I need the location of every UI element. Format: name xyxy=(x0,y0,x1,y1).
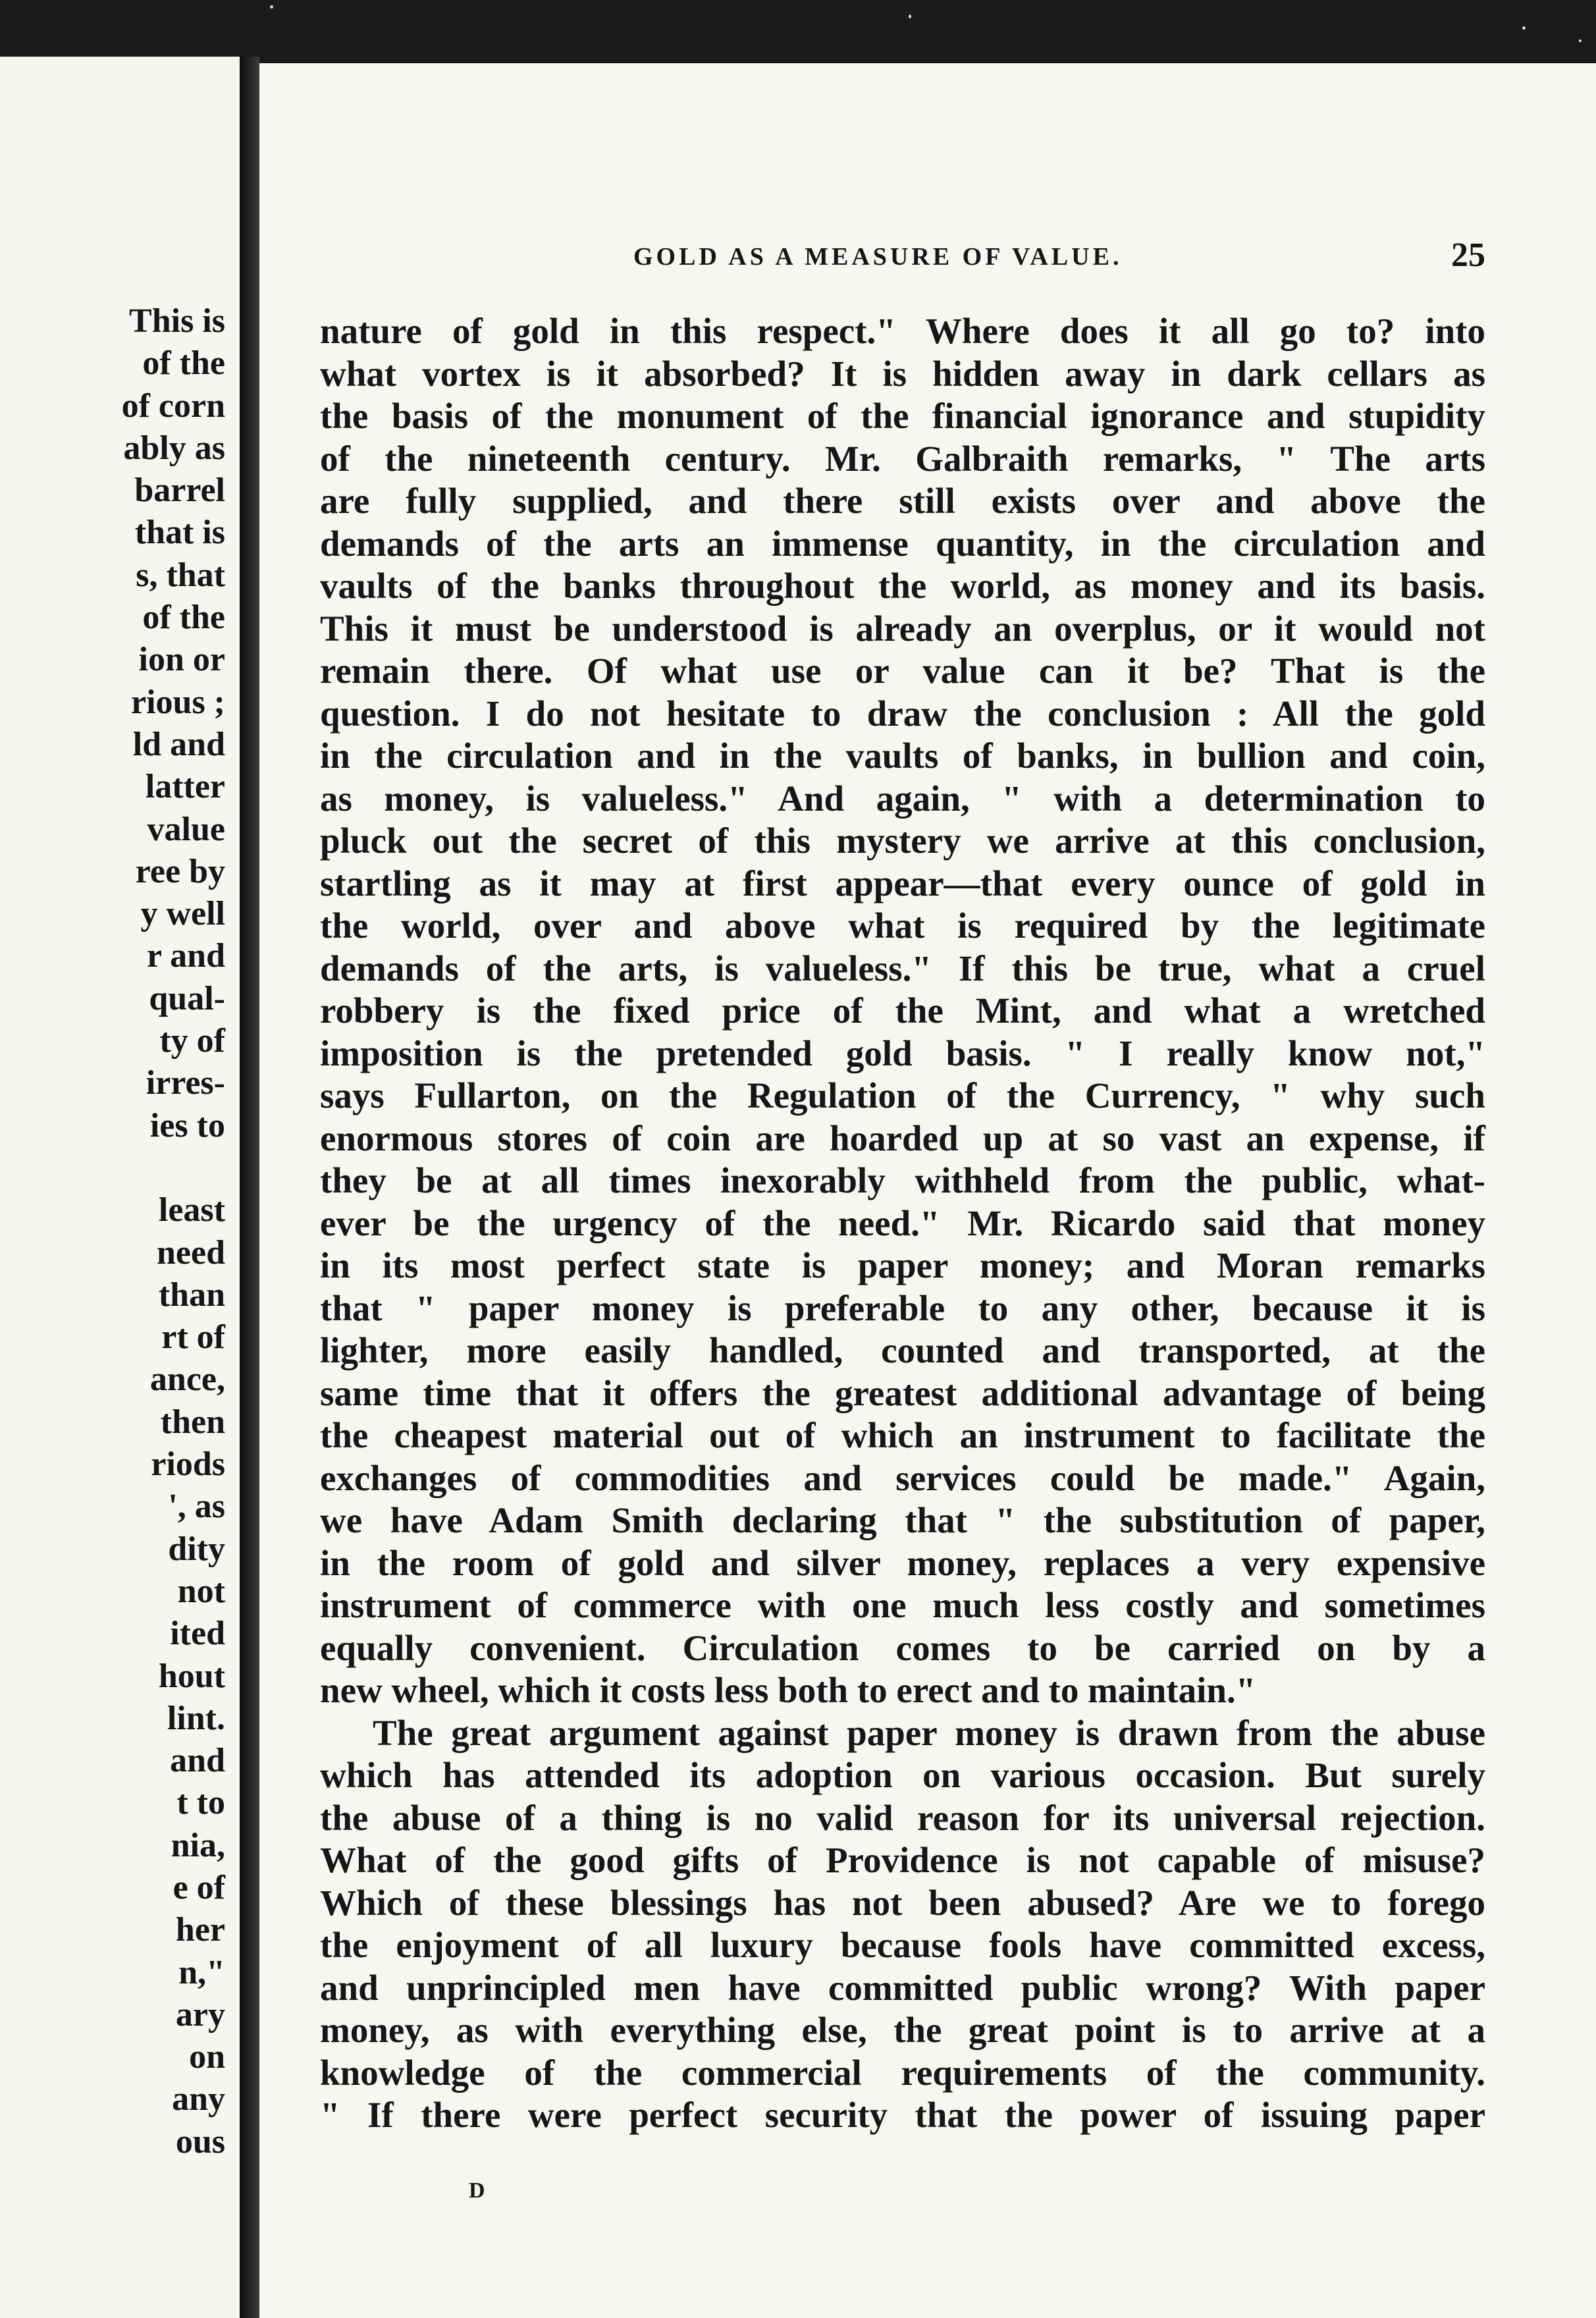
body-line: the abuse of a thing is no valid reason for its universal rejection. xyxy=(320,1797,1485,1838)
left-page-fragment: least xyxy=(158,1191,225,1229)
scan-speck xyxy=(270,5,273,9)
body-line: This it must be understood is already an overplus, or it would not xyxy=(320,608,1485,649)
body-line: they be at all times inexorably withheld from the public, what- xyxy=(320,1160,1485,1200)
left-page-fragment: ance, xyxy=(149,1361,225,1399)
body-line: same time that it offers the greatest additional advantage of being xyxy=(320,1372,1485,1413)
left-page-fragment: rious ; xyxy=(131,683,225,721)
left-page-fragment: ', as xyxy=(168,1488,225,1526)
left-page-fragment: lint. xyxy=(167,1699,225,1737)
running-header: GOLD AS A MEASURE OF VALUE. xyxy=(633,243,1123,271)
left-page-fragment: riods xyxy=(151,1445,225,1484)
signature-mark: D xyxy=(469,2178,485,2203)
body-line: what vortex is it absorbed? It is hidden away in dark cellars as xyxy=(320,353,1485,394)
left-page-fragment: any xyxy=(172,2080,225,2118)
body-line: The great argument against paper money is drawn from the abuse xyxy=(373,1712,1485,1753)
left-page-fragment: ably as xyxy=(123,429,225,467)
body-line: the enjoyment of all luxury because fools have committed excess, xyxy=(320,1925,1485,1965)
left-page-fragment: of corn xyxy=(121,387,225,425)
body-line: What of the good gifts of Providence is not capable of misuse? xyxy=(320,1840,1485,1880)
left-page-fragment: ous xyxy=(175,2122,225,2161)
scan-speck xyxy=(1579,40,1582,42)
left-page-text-fragments xyxy=(0,300,225,2163)
body-line: in its most perfect state is paper money; and Moran remarks xyxy=(320,1245,1485,1285)
body-line: instrument of commerce with one much less costly and sometimes xyxy=(320,1585,1485,1625)
body-line: in the room of gold and silver money, replaces a very expensive xyxy=(320,1542,1485,1583)
body-line: equally convenient. Circulation comes to be carried on by a xyxy=(320,1627,1485,1668)
left-page xyxy=(0,57,240,2318)
left-page-fragment: ited xyxy=(170,1615,225,1653)
body-text xyxy=(320,310,1485,2137)
left-page-fragment: ion or xyxy=(138,641,225,679)
body-line: ever be the urgency of the need." Mr. Ricardo said that money xyxy=(320,1202,1485,1243)
body-line: startling as it may at first appear—that every ounce of gold in xyxy=(320,863,1485,903)
binding-gutter xyxy=(240,57,259,2318)
left-page-fragment: qual- xyxy=(149,979,225,1017)
left-page-fragment: ary xyxy=(175,1995,225,2034)
body-line: exchanges of commodities and services could be made." Again, xyxy=(320,1457,1485,1498)
body-line: knowledge of the commercial requirements of the community. xyxy=(320,2052,1485,2093)
left-page-fragment: e of xyxy=(173,1868,225,1906)
left-page-fragment: rt of xyxy=(161,1318,225,1357)
left-page-fragment: This is xyxy=(129,302,225,340)
left-page-fragment: dity xyxy=(168,1530,225,1568)
left-page-fragment: t to xyxy=(176,1784,225,1822)
body-line: question. I do not hesitate to draw the conclusion : All the gold xyxy=(320,693,1485,734)
left-page-fragment xyxy=(0,1147,225,1189)
right-page xyxy=(259,63,1596,2318)
body-line: as money, is valueless." And again, " with a determination to xyxy=(320,778,1485,819)
scan-speck xyxy=(909,14,911,18)
body-line: vaults of the banks throughout the world, as money and its basis. xyxy=(320,566,1485,606)
body-line: the basis of the monument of the financial ignorance and stupidity xyxy=(320,396,1485,436)
body-line: says Fullarton, on the Regulation of the Currency, " why such xyxy=(320,1075,1485,1116)
body-line: and unprincipled men have committed public wrong? With paper xyxy=(320,1967,1485,2008)
left-page-fragment: her xyxy=(175,1911,225,1949)
body-line: remain there. Of what use or value can it be? That is the xyxy=(320,651,1485,691)
body-line: " If there were perfect security that the power of issuing paper xyxy=(320,2095,1485,2135)
body-line: which has attended its adoption on various occasion. But surely xyxy=(320,1755,1485,1795)
body-line: of the nineteenth century. Mr. Galbraith remarks, " The arts xyxy=(320,438,1485,479)
body-line: new wheel, which it costs less both to erect and to maintain." xyxy=(320,1670,1256,1710)
left-page-fragment: ies to xyxy=(149,1106,225,1145)
body-line: the world, over and above what is required by the legitimate xyxy=(320,905,1485,946)
left-page-fragment: nia, xyxy=(171,1826,225,1864)
body-line: are fully supplied, and there still exists over and above the xyxy=(320,481,1485,521)
body-line: demands of the arts, is valueless." If this be true, what a cruel xyxy=(320,948,1485,988)
left-page-fragment: that is xyxy=(134,514,225,552)
left-page-fragment: not xyxy=(177,1572,225,1610)
page-number: 25 xyxy=(1451,236,1485,274)
body-line: the cheapest material out of which an instrument to facilitate the xyxy=(320,1415,1485,1455)
body-line: Which of these blessings has not been abused? Are we to forego xyxy=(320,1882,1485,1923)
left-page-fragment: than xyxy=(158,1276,225,1314)
left-page-fragment: n," xyxy=(178,1953,225,1991)
body-line: money, as with everything else, the great point is to arrive at a xyxy=(320,2010,1485,2050)
scan-speck xyxy=(1522,26,1526,30)
body-line: lighter, more easily handled, counted and transported, at the xyxy=(320,1330,1485,1370)
left-page-fragment: ty of xyxy=(159,1022,225,1060)
body-line: robbery is the fixed price of the Mint, and what a wretched xyxy=(320,990,1485,1031)
body-line: enormous stores of coin are hoarded up at so vast an expense, if xyxy=(320,1118,1485,1158)
left-page-fragment: then xyxy=(160,1403,225,1441)
left-page-fragment: and xyxy=(170,1742,225,1780)
left-page-fragment: of the xyxy=(142,599,225,637)
left-page-fragment: s, that xyxy=(136,556,225,594)
body-line: pluck out the secret of this mystery we arrive at this conclusion, xyxy=(320,821,1485,861)
left-page-fragment: of the xyxy=(142,344,225,383)
left-page-fragment: y well xyxy=(140,895,225,933)
left-page-fragment: barrel xyxy=(134,472,225,510)
left-page-fragment: r and xyxy=(147,937,225,975)
body-line: imposition is the pretended gold basis. " I really know not," xyxy=(320,1033,1485,1073)
body-line: nature of gold in this respect." Where does it all go to? into xyxy=(320,311,1485,351)
left-page-fragment: ree by xyxy=(135,852,225,890)
left-page-fragment: irres- xyxy=(146,1064,225,1102)
body-line: demands of the arts an immense quantity, in the circulation and xyxy=(320,523,1485,564)
left-page-fragment: ld and xyxy=(132,725,225,763)
left-page-fragment: latter xyxy=(145,768,225,806)
body-line: that " paper money is preferable to any other, because it is xyxy=(320,1287,1485,1328)
left-page-fragment: hout xyxy=(158,1657,225,1695)
body-line: we have Adam Smith declaring that " the substitution of paper, xyxy=(320,1500,1485,1540)
body-line: in the circulation and in the vaults of banks, in bullion and coin, xyxy=(320,736,1485,776)
left-page-fragment: value xyxy=(147,810,225,848)
left-page-fragment: on xyxy=(189,2038,225,2076)
left-page-fragment: need xyxy=(157,1233,225,1272)
